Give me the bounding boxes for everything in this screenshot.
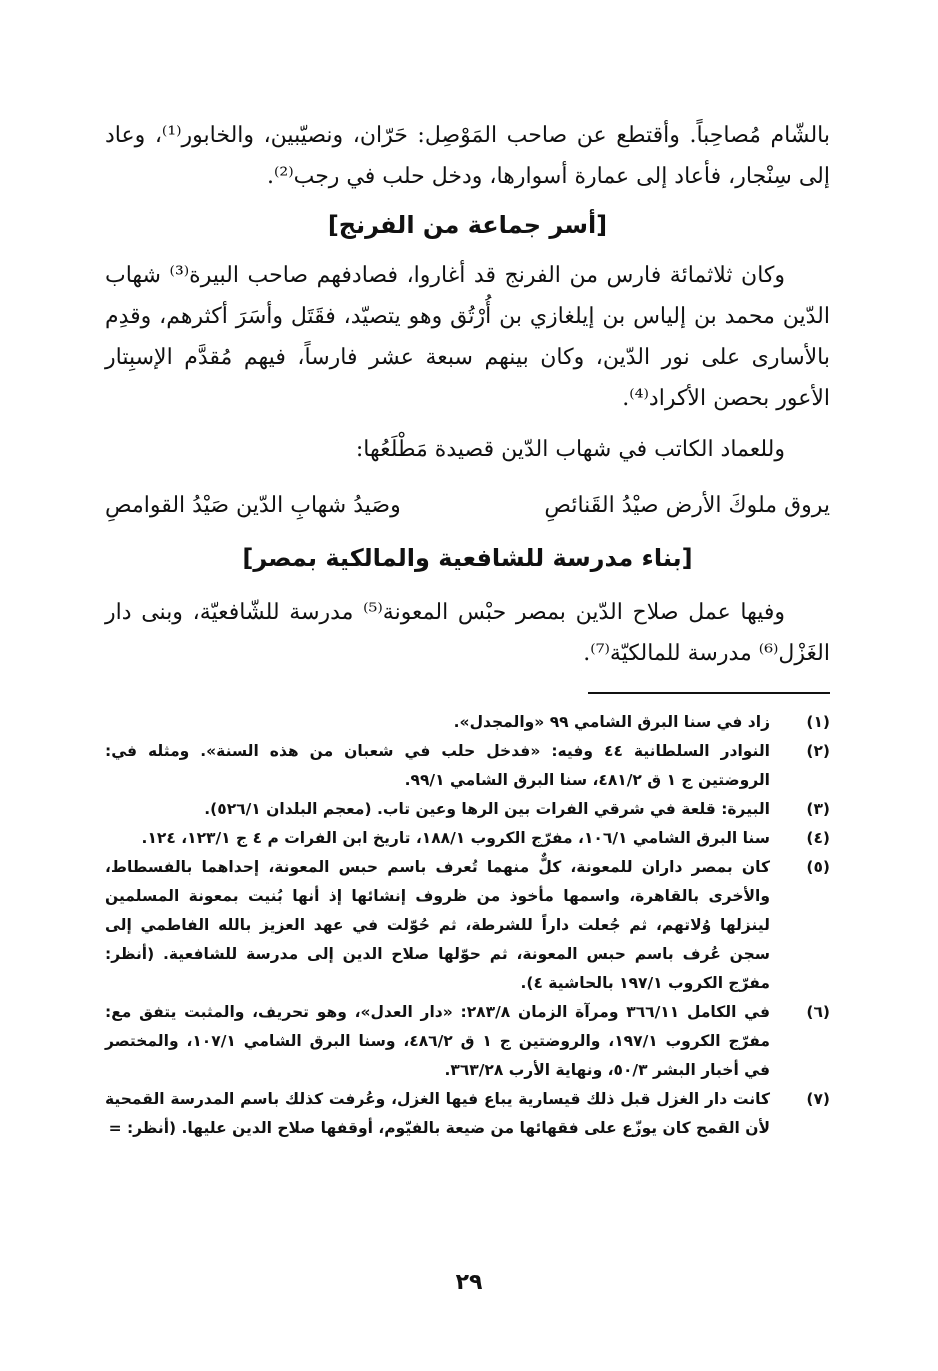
footnote-item xyxy=(105,824,830,853)
footnote-text: النوادر السلطانية ٤٤ وفيه: «فدخل حلب في شعبان من هذه السنة». ومثله في: الروضتين ج ١ ق ٤٨١/٢، سنا البرق الشامي ٩٩/١. xyxy=(105,742,770,789)
footnote-text: كانت دار الغزل قبل ذلك قيسارية يباع فيها الغزل، وعُرفت كذلك باسم المدرسة القمحية لأن القمح كان يوزّع على فقهائها من ضيعة بالفيّوم، أوقفها صلاح الدين عليها. (أنظر: = xyxy=(105,1090,770,1137)
footnote-number: (٣) xyxy=(806,800,830,818)
footnote-item xyxy=(105,853,830,998)
section-heading-2: [بناء مدرسة للشافعية والمالكية بمصر] xyxy=(242,544,693,572)
footnote-number: (٢) xyxy=(806,742,830,760)
footnote-item xyxy=(105,737,830,795)
paragraph-2: وكان ثلاثمائة فارس من الفرنج قد أغاروا، فصادفهم صاحب البيرة⁽³⁾ شهاب الدّين محمد بن إلياس بن إيلغازي بن أُرْتُق وهو يتصيّد، فقَتَل وأسَرَ أكثرهم، وقدِم بالأسارى على نور الدّين، وكان بينهم سبعة عشر فارساً، فيهم مُقدَّم الإسبِتار الأعور بحصن الأكراد⁽⁴⁾. xyxy=(105,263,830,411)
footnote-text: البيرة: قلعة في شرقي الفرات بين الرها وعين تاب. (معجم البلدان ٥٢٦/١). xyxy=(204,800,770,818)
section-heading-1: [أسر جماعة من الفرنج] xyxy=(327,211,608,239)
footnote-item xyxy=(105,998,830,1085)
footnote-item xyxy=(105,1085,830,1143)
paragraph-1: بالشّام مُصاحِباً. وأقتطع عن صاحب المَوْصِل: حَرّان، ونصيّبين، والخابور⁽¹⁾، وعاد إلى سِنْجار، فأعاد إلى عمارة أسوارها، ودخل حلب في رجب⁽²⁾. xyxy=(105,123,830,189)
footnote-number: (٤) xyxy=(806,829,830,847)
footnote-text: سنا البرق الشامي ١٠٦/١، مفرّج الكروب ١٨٨/١، تاريخ ابن الفرات م ٤ ج ١٢٣/١، ١٢٤. xyxy=(141,829,770,847)
page-body xyxy=(105,115,830,1143)
footnote-number: (٧) xyxy=(806,1090,830,1108)
footnote-item xyxy=(105,795,830,824)
verse-second-hemistich: وصَيدُ شهابِ الدّين صَيْدُ القوامصِ xyxy=(105,493,401,518)
footnote-number: (٥) xyxy=(806,858,830,876)
footnotes xyxy=(105,708,830,1143)
paragraph-4: وفيها عمل صلاح الدّين بمصر حبْس المعونة⁽⁵⁾ مدرسة للشّافعيّة، وبنى دار الغَزْل⁽⁶⁾ مدرسة للمالكيّة⁽⁷⁾. xyxy=(105,600,830,666)
footnote-text: زاد في سنا البرق الشامي ٩٩ «والمجدل». xyxy=(453,713,770,731)
verse-first-hemistich: يروق ملوكَ الأرض صيْدُ القَنائصِ xyxy=(544,493,830,518)
footnote-item xyxy=(105,708,830,737)
footnote-separator xyxy=(588,692,830,694)
paragraph-3: وللعماد الكاتب في شهاب الدّين قصيدة مَطْلَعُها: xyxy=(355,437,785,462)
footnote-text: في الكامل ٣٦٦/١١ ومرآة الزمان ٢٨٣/٨: «دار العدل»، وهو تحريف، والمثبت يتفق مع: مفرّج الكروب ١٩٧/١، والروضتين ج ١ ق ٤٨٦/٢، وسنا البرق الشامي ١٠٧/١، والمختصر في أخبار البشر ٥٠/٣، ونهاية الأرب ٣٦٣/٢٨. xyxy=(105,1003,771,1079)
footnote-number: (١) xyxy=(806,713,830,731)
poem-verse xyxy=(105,484,830,528)
footnote-number: (٦) xyxy=(806,1003,830,1021)
page-number: ٢٩ xyxy=(455,1270,483,1295)
footnote-text: كان بمصر داران للمعونة، كلٌّ منهما تُعرف باسم حبس المعونة، إحداهما بالفسطاط، والأخرى بالقاهرة، واسمها مأخوذ من ظروف إنشائها إذ أنها بُنيت بمعونة المسلمين لينزلها وُلاتهم، ثم جُعلت داراً للشرطة، ثم حُوّلت في عهد العزيز بالله الفاطمي إلى سجن عُرف باسم حبس المعونة، ثم حوّلها صلاح الدين إلى مدرسة للشافعية. (أنظر: مفرّج الكروب ١٩٧/١ بالحاشية ٤). xyxy=(105,858,770,992)
